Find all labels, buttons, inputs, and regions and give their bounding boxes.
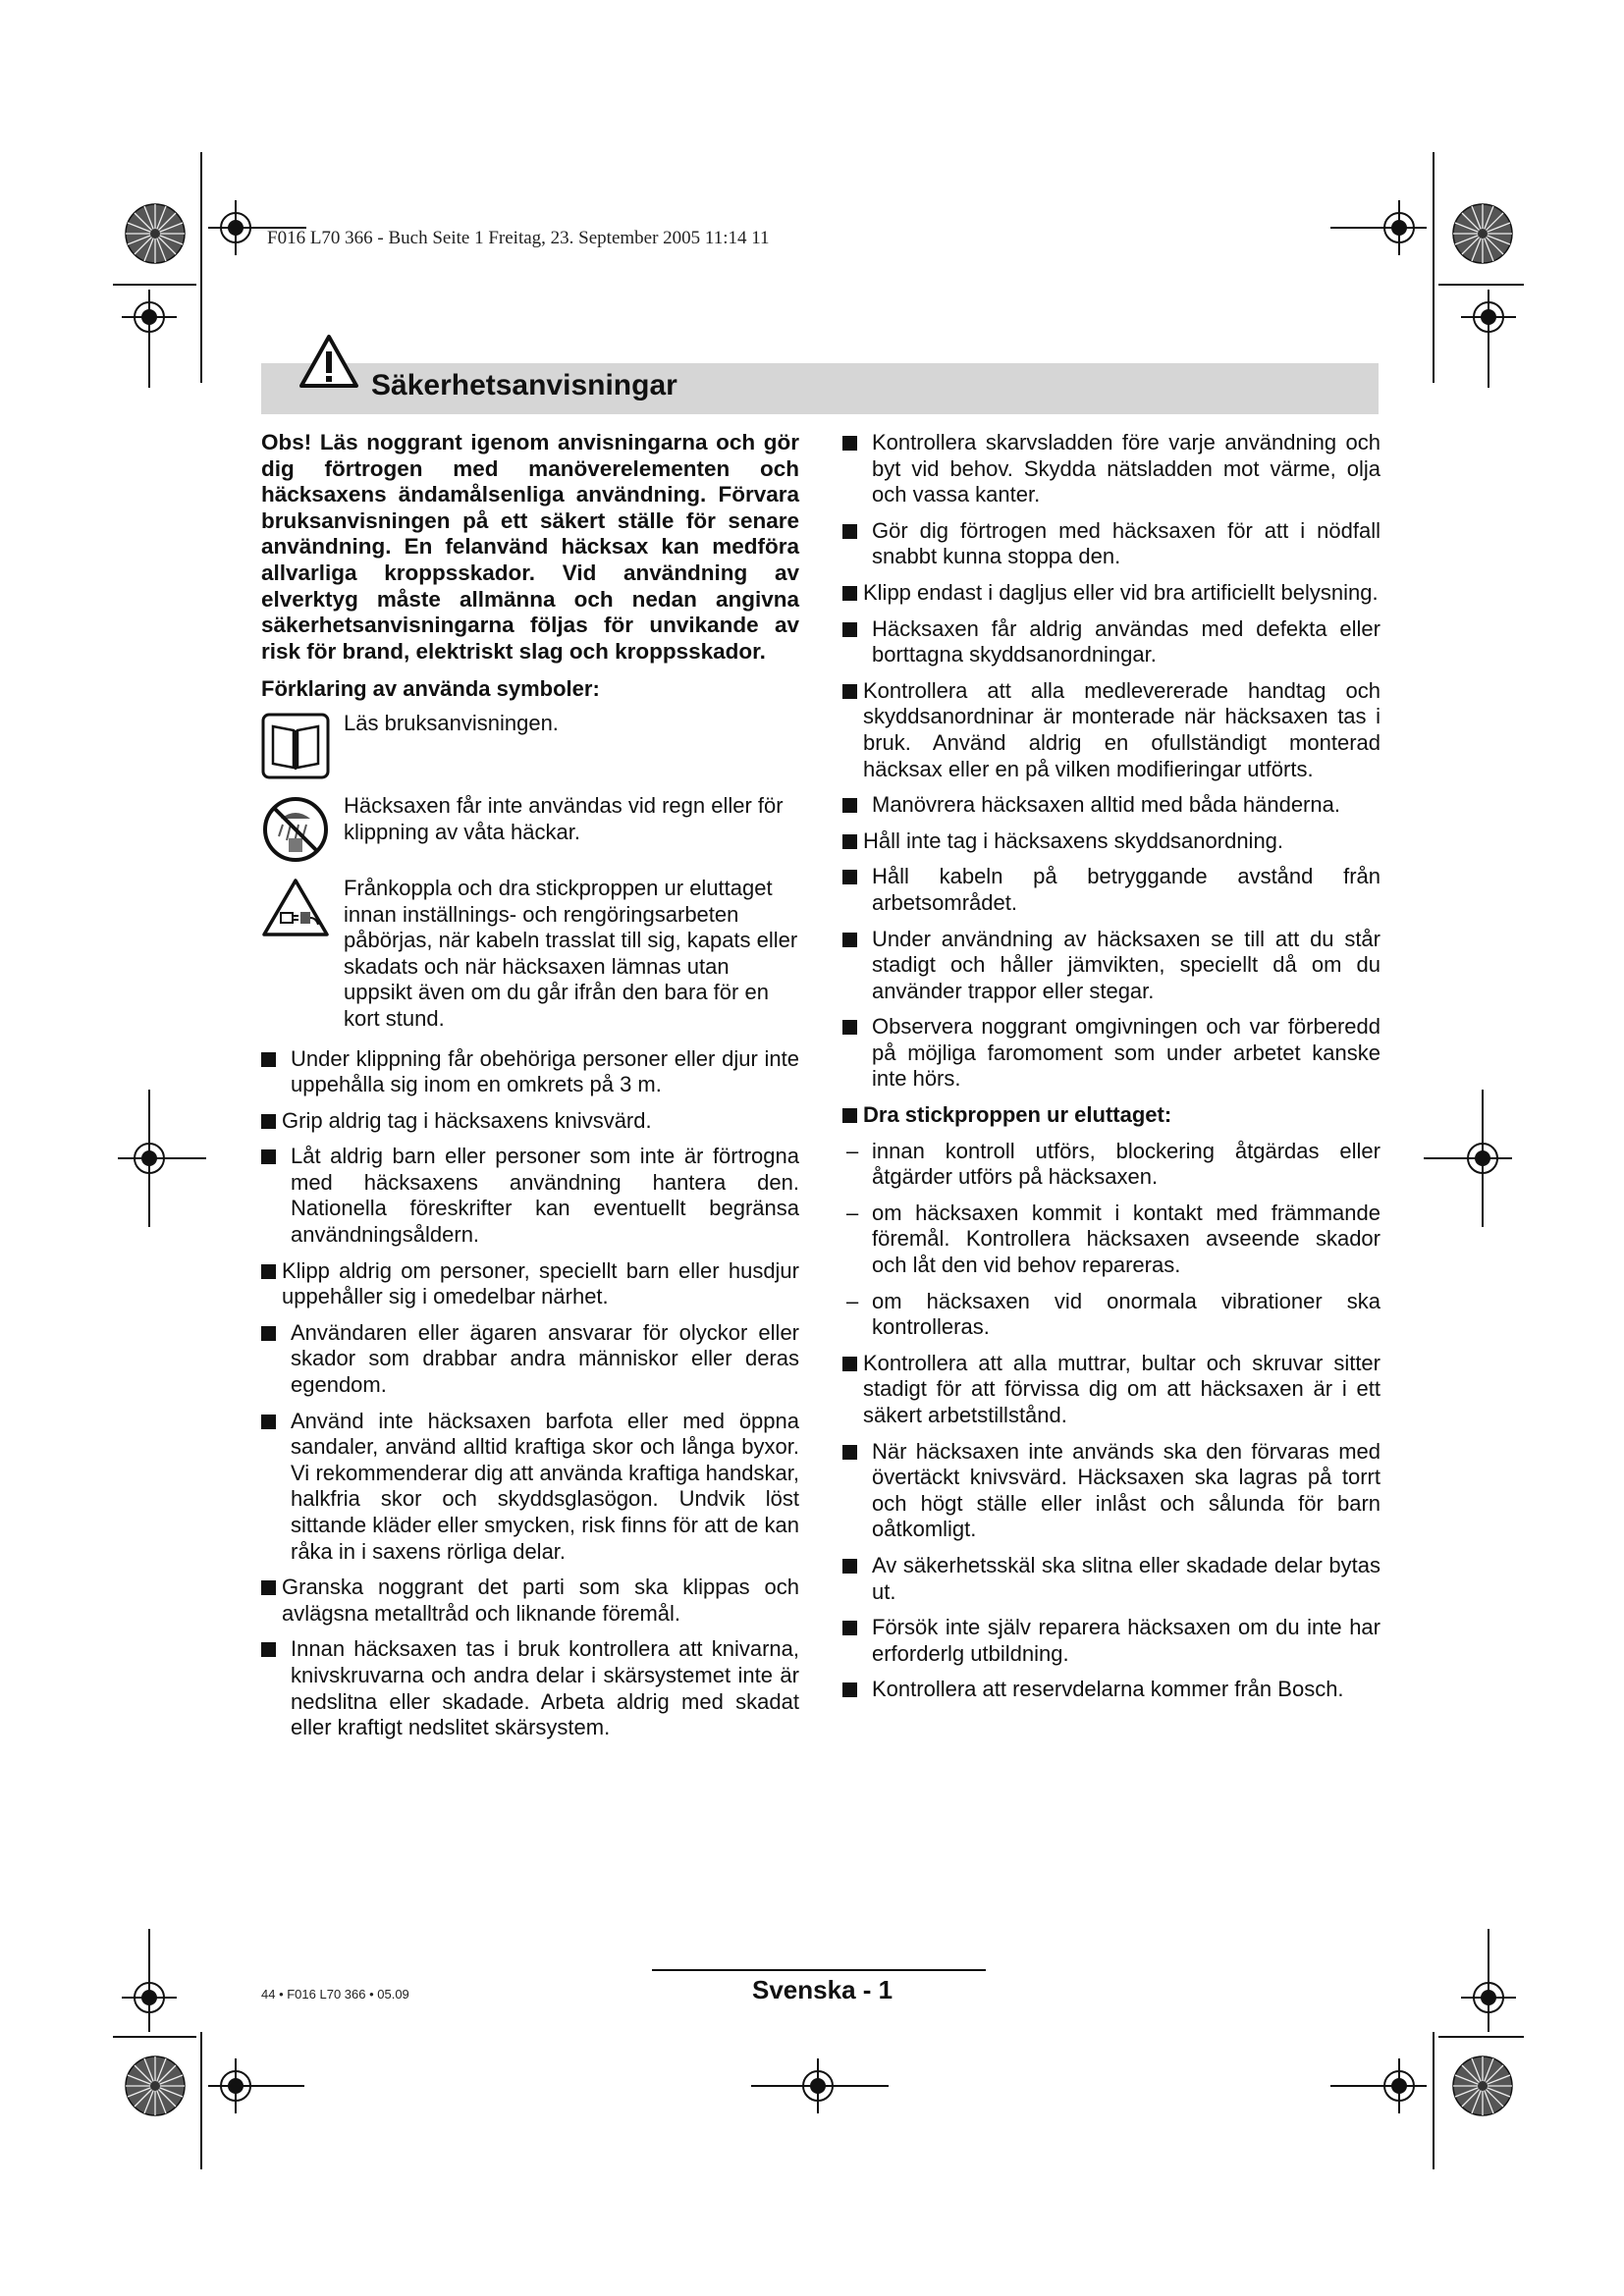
symbol-row (261, 793, 799, 862)
symbol-row (261, 711, 799, 779)
print-slug: F016 L70 366 - Buch Seite 1 Freitag, 23. September 2005 11:14 11 (267, 228, 770, 248)
warning-triangle-icon (298, 334, 359, 389)
bullet-icon (842, 524, 857, 539)
dash-item: – om häcksaxen vid onormala vibrationer ska kontrolleras. (846, 1288, 1380, 1340)
registration-mark-icon (208, 2058, 263, 2113)
bullet-icon (842, 1357, 857, 1371)
bullet-icon (261, 1114, 276, 1129)
list-item: Av säkerhetsskäl ska slitna eller skadade delar bytas ut. (842, 1553, 1380, 1605)
list-item: Kontrollera att reservdelarna kommer från Bosch. (842, 1677, 1380, 1703)
list-item: Under användning av häcksaxen se till att du står stadigt och håller jämvikten, speciellt då om du använder trappor eller stegar. (842, 927, 1380, 1005)
bullet-icon (842, 622, 857, 637)
bullet-icon (261, 1052, 276, 1067)
bullet-icon (261, 1149, 276, 1164)
symbol-text: Häcksaxen får inte användas vid regn eller för klippning av våta häckar. (344, 792, 784, 844)
list-item: När häcksaxen inte används ska den förvaras med övertäckt knivsvärd. Häcksaxen ska lagras på torrt och högt ställe eller inlåst och sålunda för barn oåtkomligt. (842, 1439, 1380, 1543)
left-column (261, 430, 799, 1751)
unplug-warning-icon (261, 878, 330, 938)
registration-mark-icon (208, 200, 263, 255)
list-item: Granska noggrant det parti som ska klippas och avlägsna metalltråd och liknande föremål. (261, 1575, 799, 1627)
star-target-icon (1453, 2056, 1512, 2115)
star-target-icon (126, 204, 185, 263)
registration-mark-icon (1372, 2058, 1427, 2113)
footer-rule (652, 1969, 986, 1971)
symbol-row (261, 876, 799, 1033)
bullet-icon (261, 1264, 276, 1279)
right-column (842, 430, 1380, 1713)
bullet-icon (842, 1445, 857, 1460)
list-item: Häcksaxen får aldrig användas med defekta eller borttagna skyddsanordningar. (842, 616, 1380, 668)
bullet-icon (261, 1580, 276, 1595)
bullet-icon (842, 1020, 857, 1035)
list-item: Försök inte själv reparera häcksaxen om du inte har erforderlg utbildning. (842, 1615, 1380, 1667)
list-item: Grip aldrig tag i häcksaxens knivsvärd. (261, 1108, 799, 1135)
bullet-icon (842, 586, 857, 601)
bullet-icon (261, 1642, 276, 1657)
list-item: Klipp endast i dagljus eller vid bra artificiellt belysning. (842, 580, 1380, 607)
no-rain-icon (261, 795, 330, 864)
bullet-icon (261, 1415, 276, 1429)
bullet-icon (842, 684, 857, 699)
registration-mark-icon (1372, 200, 1427, 255)
bullet-icon (842, 834, 857, 849)
dash-item: – om häcksaxen kommit i kontakt med främmande föremål. Kontrollera häcksaxen avseende skador och låt den vid behov repareras. (846, 1200, 1380, 1278)
bullet-icon (842, 436, 857, 451)
list-item: Användaren eller ägaren ansvarar för olyckor eller skador som drabbar andra människor eller deras egendom. (261, 1320, 799, 1399)
list-item: Använd inte häcksaxen barfota eller med öppna sandaler, använd alltid kraftiga skor och långa byxor. Vi rekommenderar dig att använda kraftiga handskar, halkfria skor och skyddsglasögon. Undvik löst sittande kläder eller smycken, risk finns för att de kan råka in i saxens rörliga delar. (261, 1409, 799, 1566)
intro-warning: Obs! Läs noggrant igenom anvisningarna och gör dig förtrogen med manöverelementen och häcksaxens ändamålsenliga användning. Förvara bruksanvisningen på ett säkert ställe för senare användning. En felanvänd häcksax kan medföra allvarliga kroppsskador. Vid användning av elverktyg måste allmänna och nedan angivna säkerhetsanvisningarna följas för unvikande av risk för brand, elektriskt slag och kroppsskador. (261, 430, 799, 664)
symbol-text: Frånkoppla och dra stickproppen ur eluttaget innan inställnings- och rengöringsarbeten påbörjas, när kabeln trasslat till sig, kapats eller skadats och när häcksaxen lämnas utan uppsikt även om du går ifrån den bara för en kort stund. (344, 875, 798, 1031)
bullet-icon (842, 798, 857, 813)
list-item: Låt aldrig barn eller personer som inte är förtrogna med häcksaxens användning hantera den. Nationella föreskrifter kan eventuellt begränsa användningsåldern. (261, 1144, 799, 1248)
symbols-heading: Förklaring av använda symboler: (261, 676, 600, 702)
star-target-icon (126, 2056, 185, 2115)
list-item: Under klippning får obehöriga personer eller djur inte uppehålla sig inom en omkrets på 3 m. (261, 1046, 799, 1098)
footer-page-label: Svenska - 1 (752, 1975, 893, 2004)
footer-doc-number: 44 • F016 L70 366 • 05.09 (261, 1987, 409, 2002)
bullet-icon (842, 933, 857, 947)
list-item: Håll kabeln på betryggande avstånd från arbetsområdet. (842, 864, 1380, 916)
list-item: Kontrollera att alla muttrar, bultar och skruvar sitter stadigt för att förvissa dig om att häcksaxen är i ett säkert arbetstillstånd. (842, 1351, 1380, 1429)
star-target-icon (1453, 204, 1512, 263)
dash-item: – innan kontroll utförs, blockering åtgärdas eller åtgärder utförs på häcksaxen. (846, 1138, 1380, 1190)
bullet-icon (842, 1621, 857, 1635)
bullet-icon (842, 1108, 857, 1123)
list-item: Observera noggrant omgivningen och var förberedd på möjliga faromoment som under arbetet kanske inte hörs. (842, 1014, 1380, 1093)
bullet-icon (842, 1559, 857, 1574)
book-icon (261, 713, 330, 779)
list-item: Gör dig förtrogen med häcksaxen för att i nödfall snabbt kunna stoppa den. (842, 518, 1380, 570)
list-item: Håll inte tag i häcksaxens skyddsanordning. (842, 828, 1380, 855)
list-item: Manövrera häcksaxen alltid med båda händerna. (842, 792, 1380, 819)
unplug-heading: Dra stickproppen ur eluttaget: (842, 1102, 1380, 1129)
list-item: Kontrollera skarvsladden före varje användning och byt vid behov. Skydda nätsladden mot värme, olja och vassa kanter. (842, 430, 1380, 508)
symbol-text: Läs bruksanvisningen. (344, 710, 559, 735)
list-item: Kontrollera att alla medlevererade handtag och skyddsanordninar är monterade när häcksaxen tas i bruk. Använd aldrig en ofullständigt monterad häcksax eller en på vilken modifieringar utförts. (842, 678, 1380, 782)
bullet-icon (261, 1326, 276, 1341)
list-item: Innan häcksaxen tas i bruk kontrollera att knivarna, knivskruvarna och andra delar i skärsystemet inte är nedslitna eller skadade. Arbeta aldrig med skadat eller kraftigt nedslitet skärsystem. (261, 1636, 799, 1740)
registration-mark-icon (790, 2058, 845, 2113)
section-title: Säkerhetsanvisningar (371, 369, 677, 401)
list-item: Klipp aldrig om personer, speciellt barn eller husdjur uppehåller sig i omedelbar närhet. (261, 1258, 799, 1310)
bullet-icon (842, 1682, 857, 1697)
bullet-icon (842, 870, 857, 884)
